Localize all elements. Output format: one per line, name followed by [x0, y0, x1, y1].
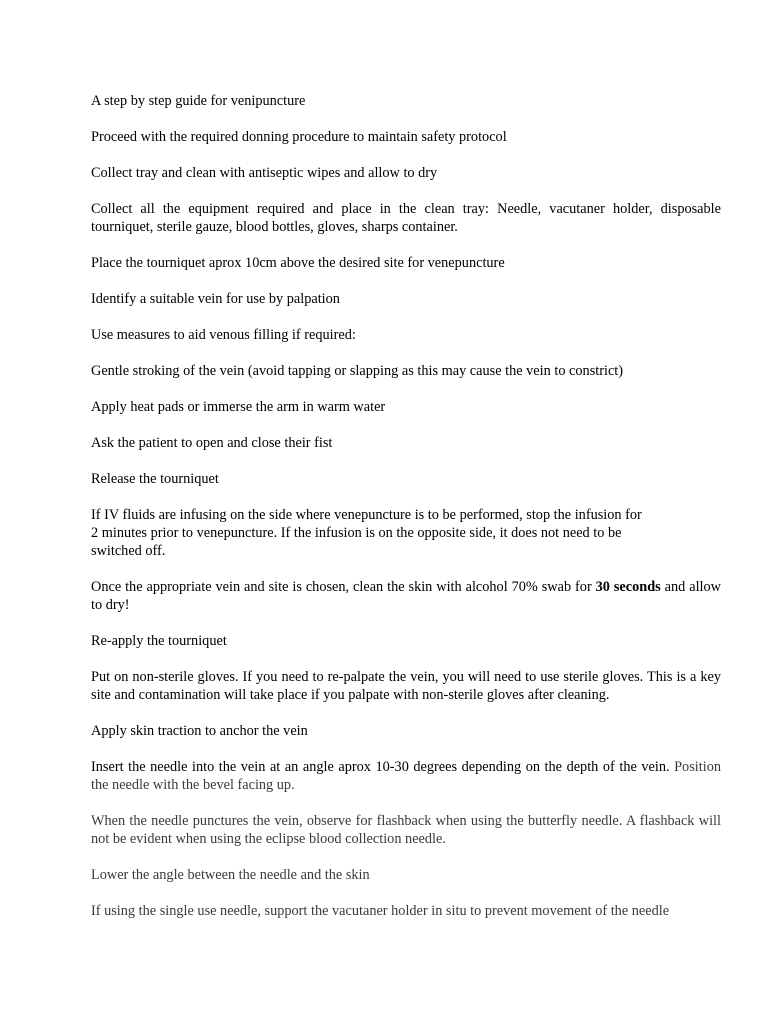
step-skin-traction: Apply skin traction to anchor the vein — [91, 723, 308, 739]
step-lower-angle: Lower the angle between the needle and the skin — [91, 867, 370, 883]
step-collect-equipment: Collect all the equipment required and place in the clean tray: Needle, vacutaner holder, disposable tourniquet, sterile gauze, blood bottles, gloves, sharps container. — [91, 201, 721, 235]
step-collect-tray: Collect tray and clean with antiseptic wipes and allow to dry — [91, 165, 438, 181]
step-open-close-fist: Ask the patient to open and close their fist — [91, 435, 333, 451]
insert-needle-text: Insert the needle into the vein at an angle aprox 10-30 degrees depending on the depth of the vein. — [91, 759, 675, 775]
step-reapply-tourniquet: Re-apply the tourniquet — [91, 633, 227, 649]
step-insert-needle — [91, 758, 721, 794]
step-gloves: Put on non-sterile gloves. If you need to re-palpate the vein, you will need to use sterile gloves. This is a key site and contamination will take place if you palpate with non-sterile gloves after cleaning. — [91, 669, 721, 703]
step-gentle-stroking: Gentle stroking of the vein (avoid tapping or slapping as this may cause the vein to constrict) — [91, 363, 624, 379]
iv-fluids-line-1: If IV fluids are infusing on the side where venepuncture is to be performed, stop the infusion for — [91, 507, 642, 523]
step-heat-pads: Apply heat pads or immerse the arm in warm water — [91, 399, 386, 415]
step-place-tourniquet: Place the tourniquet aprox 10cm above the desired site for venepuncture — [91, 255, 505, 271]
step-venous-filling: Use measures to aid venous filling if required: — [91, 327, 356, 343]
step-clean-skin — [91, 578, 721, 614]
step-flashback: When the needle punctures the vein, observe for flashback when using the butterfly needle. A flashback will not be evident when using the eclipse blood collection needle. — [91, 813, 721, 847]
step-donning: Proceed with the required donning procedure to maintain safety protocol — [91, 129, 507, 145]
document-title: A step by step guide for venipuncture — [91, 93, 306, 109]
step-support-holder: If using the single use needle, support the vacutaner holder in situ to prevent movement of the needle — [91, 903, 670, 919]
clean-skin-duration: 30 seconds — [595, 579, 661, 595]
step-release-tourniquet: Release the tourniquet — [91, 471, 219, 487]
clean-skin-text-before: Once the appropriate vein and site is chosen, clean the skin with alcohol 70% swab for — [91, 579, 596, 595]
iv-fluids-line-2: 2 minutes prior to venepuncture. If the infusion is on the opposite side, it does not need to be — [91, 525, 622, 541]
iv-fluids-line-3: switched off. — [91, 543, 166, 559]
document-page — [91, 92, 721, 920]
clean-skin-text-after: and allow to dry! — [91, 579, 721, 613]
step-iv-fluids — [91, 506, 721, 560]
insert-needle-bevel: Position the needle with the bevel facing up. — [91, 759, 721, 793]
step-identify-vein: Identify a suitable vein for use by palpation — [91, 291, 340, 307]
